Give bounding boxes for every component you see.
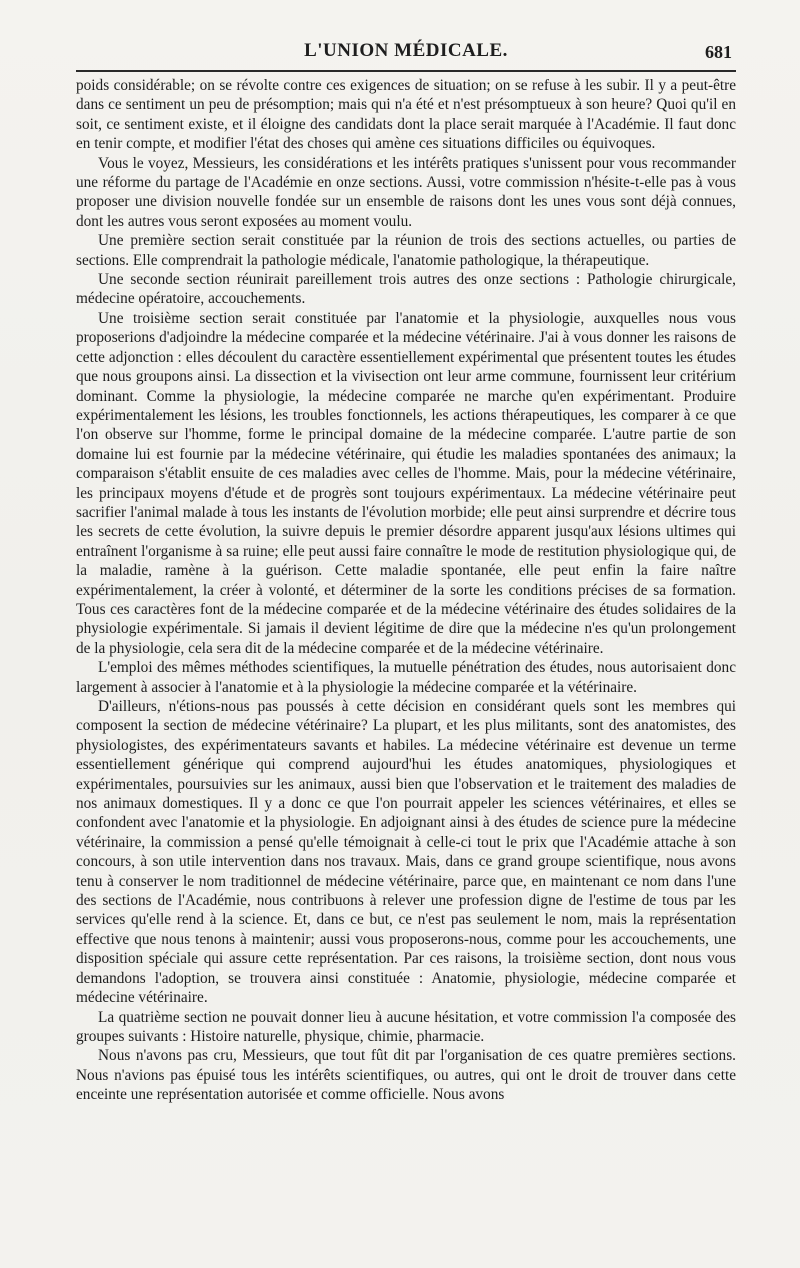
article-body [76,76,736,1105]
paragraph-9: Nous n'avons pas cru, Messieurs, que tout fût dit par l'organisation de ces quatre premières sections. Nous n'avions pas épuisé tous les intérêts scientifiques, ou autres, qui ont le droit de trouver dans cette enceinte une représentation autorisée et comme officielle. Nous avons [76,1047,736,1104]
paragraph-8: La quatrième section ne pouvait donner lieu à aucune hésitation, et votre commission l'a composée des groupes suivants : Histoire naturelle, physique, chimie, pharmacie. [76,1008,736,1045]
paragraph-5: Une troisième section serait constituée par l'anatomie et la physiologie, auxquelles nous vous proposerions d'adjoindre la médecine comparée et la médecine vétérinaire. J'ai à vous donner les raisons de cette adjonction : elles découlent du caractère essentiellement expérimental que présentent toutes les études que nous groupons ainsi. La dissection et la vivisection ont leur arme commune, fournissent leur critérium dominant. Comme la physiologie, la médecine comparée ne marche qu'en expérimentant. Produire expérimentalement les lésions, les troubles fonctionnels, les actions thérapeutiques, les comparer à ce que l'on observe sur l'homme, forme le principal domaine de la médecine comparée. L'autre partie de son domaine lui est fournie par la médecine vétérinaire, qui étudie les maladies spontanées des animaux; la comparaison s'établit ensuite de ces maladies avec celles de l'homme. Mais, pour la médecine vétérinaire, les principaux moyens d'étude et de progrès sont toujours expérimentaux. La médecine vétérinaire peut sacrifier l'animal malade à tous les instants de l'évolution morbide; elle peut ainsi surprendre et décrire tous les secrets de cette évolution, la suivre depuis le premier désordre apparent jusqu'aux lésions ultimes qui entraînent l'organisme à sa ruine; elle peut aussi faire connaître le mode de restitution physiologique qui, de la maladie, ramène à la guérison. Cette maladie spontanée, elle peut enfin la faire naître expérimentalement, la créer à volonté, et déterminer de la sorte les conditions précises de sa formation. Tous ces caractères font de la médecine comparée et de la médecine vétérinaire des études solidaires de la physiologie expérimentale. Si jamais il devient légitime de dire que la médecine n'es qu'un prolongement de la physiologie, cela sera dit de la médecine comparée et de la médecine vétérinaire. [76,309,736,657]
header-rule [76,70,736,72]
paragraph-2: Vous le voyez, Messieurs, les considérations et les intérêts pratiques s'unissent pour vous recommander une réforme du partage de l'Académie en onze sections. Aussi, votre commission n'hésite-t-elle pas à vous proposer une division nouvelle fondée sur un ensemble de raisons dont les unes vous sont déjà connues, dont les autres vous seront exposées au moment voulu. [76,154,736,230]
running-head [76,38,736,74]
paragraph-6: L'emploi des mêmes méthodes scientifiques, la mutuelle pénétration des études, nous autorisaient donc largement à associer à l'anatomie et à la physiologie la médecine comparée et la vétérinaire. [76,659,736,696]
paragraph-4: Une seconde section réunirait pareillement trois autres des onze sections : Pathologie chirurgicale, médecine opératoire, accouchements. [76,271,736,308]
page-number: 681 [705,42,732,62]
journal-title: L'UNION MÉDICALE. [304,40,508,61]
paragraph-3: Une première section serait constituée par la réunion de trois des sections actuelles, ou parties de sections. Elle comprendrait la pathologie médicale, l'anatomie pathologique, la thérapeutique. [76,232,736,269]
paragraph-1: poids considérable; on se révolte contre ces exigences de situation; on se refuse à les subir. Il y a peut-être dans ce sentiment un peu de présomption; mais qui n'a été et n'est présomptueux à son heure? Quoi qu'il en soit, ce sentiment existe, et il éloigne des candidats dont la place serait marquée à l'Académie. Il faut donc en tenir compte, et modifier l'état des choses qui amène ces situations difficiles ou équivoques. [76,77,736,153]
paragraph-7: D'ailleurs, n'étions-nous pas poussés à cette décision en considérant quels sont les membres qui composent la section de médecine vétérinaire? La plupart, et les plus militants, sont des anatomistes, des physiologistes, des expérimentateurs savants et habiles. La médecine vétérinaire est devenue un terme essentiellement générique qui comprend aujourd'hui les études anatomiques, physiologiques et expérimentales, poursuivies sur les animaux, aussi bien que l'observation et le traitement des maladies de nos animaux domestiques. Il y a donc ce que l'on pourrait appeler les sciences vétérinaires, et elles se confondent avec l'anatomie et la physiologie. En adjoignant ainsi à des études de science pure la médecine vétérinaire, la commission a pensé qu'elle témoignait à celle-ci tout le prix que l'Académie attache à son concours, à son utile intervention dans nos travaux. Mais, dans ce grand groupe scientifique, nous avons tenu à conserver le nom traditionnel de médecine vétérinaire, parce que, en maintenant ce nom dans l'une des sections de l'Académie, nous contribuons à relever une profession digne de l'estime de tous par les services qu'elle rend à la science. Et, dans ce but, ce n'est pas seulement le nom, mais la représentation effective que nous tenons à maintenir; aussi vous proposerons-nous, comme pour les accouchements, une disposition spéciale qui assure cette représentation. Par ces raisons, la troisième section, dont nous vous demandons l'adoption, se trouvera ainsi constituée : Anatomie, physiologie, médecine comparée et médecine vétérinaire. [76,698,736,1007]
